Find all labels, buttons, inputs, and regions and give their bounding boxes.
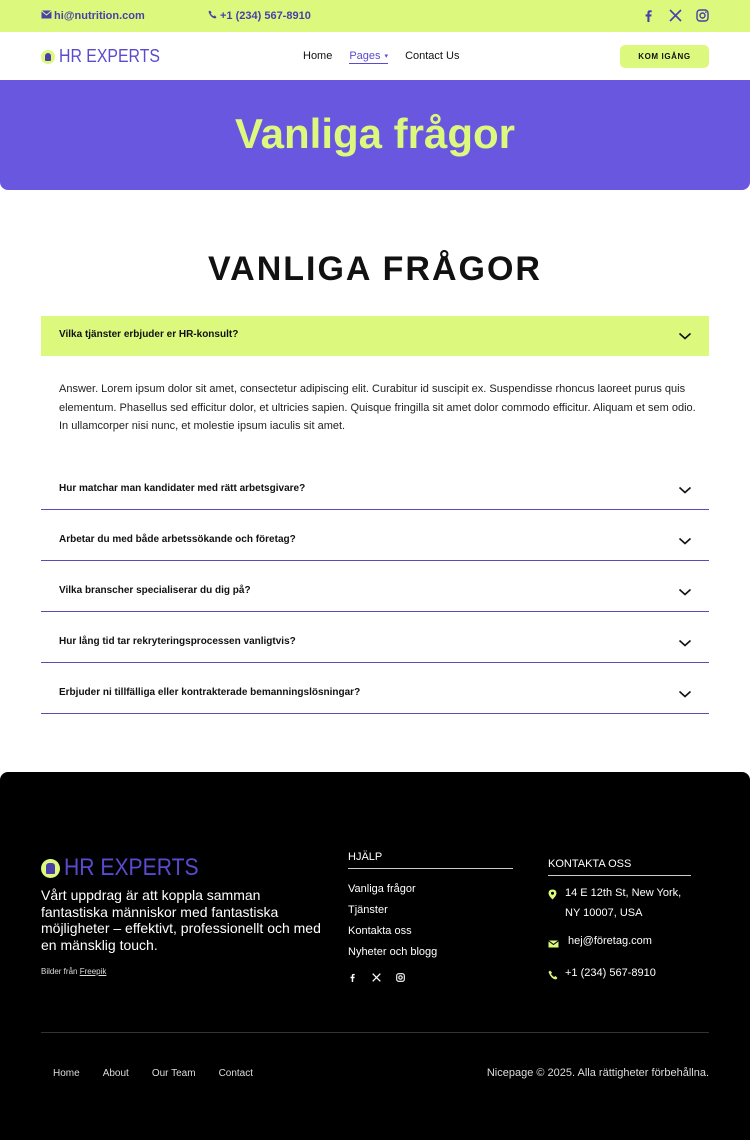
chevron-down-icon xyxy=(678,483,692,495)
nav-links xyxy=(303,50,459,64)
instagram-icon[interactable] xyxy=(396,969,405,978)
mail-icon xyxy=(41,10,52,22)
logo-mark-icon xyxy=(41,859,60,878)
topbar-phone-text: +1 (234) 567-8910 xyxy=(220,10,311,22)
faq-question: Hur lång tid tar rekryteringsprocessen vanligtvis? xyxy=(59,636,296,647)
copyright-text: Nicepage © 2025. Alla rättigheter förbehållna. xyxy=(486,1067,709,1079)
brand-logo[interactable] xyxy=(41,46,174,67)
logo-mark-icon xyxy=(41,50,55,64)
chevron-down-icon: ▾ xyxy=(384,53,389,60)
faq-question: Arbetar du med både arbetssökande och företag? xyxy=(59,534,296,545)
x-icon[interactable] xyxy=(372,969,381,978)
faq-heading: VANLIGA FRÅGOR xyxy=(208,250,542,288)
hero-title: Vanliga frågor xyxy=(234,110,516,157)
contact-column-title: KONTAKTA OSS xyxy=(548,858,691,876)
topbar-phone-link[interactable] xyxy=(208,10,311,22)
help-link-contact[interactable]: Kontakta oss xyxy=(348,925,412,937)
faq-answer: Answer. Lorem ipsum dolor sit amet, consectetur adipiscing elit. Curabitur id suscipit ex. Suspendisse rhoncus laoreet purus quis elementum. Phasellus sed efficitur dolor, et ultricies sapien. Quisque fringilla sit amet dolor commodo efficitur. Aliquam et sem odio. In ullamcorper nisi nunc, et molestie ipsum iaculis sit amet. xyxy=(59,383,696,432)
chevron-down-icon xyxy=(678,585,692,597)
topbar-email-text: hi@nutrition.com xyxy=(54,10,145,22)
help-link-faq[interactable]: Vanliga frågor xyxy=(348,883,416,895)
faq-question: Hur matchar man kandidater med rätt arbetsgivare? xyxy=(59,483,306,494)
faq-question: Vilka tjänster erbjuder er HR-konsult? xyxy=(59,329,239,340)
facebook-icon[interactable] xyxy=(348,969,357,978)
phone-icon xyxy=(548,963,565,987)
faq-item-5[interactable] xyxy=(41,623,709,663)
x-icon[interactable] xyxy=(669,9,682,22)
footer-email-text: hej@företag.com xyxy=(568,935,652,947)
facebook-icon[interactable] xyxy=(642,9,655,22)
chevron-down-icon xyxy=(678,636,692,648)
footer-credit xyxy=(41,967,106,976)
footer-social-links xyxy=(348,969,405,978)
faq-item-2[interactable] xyxy=(41,470,709,510)
mail-icon xyxy=(548,931,568,955)
topbar-email-link[interactable] xyxy=(41,10,145,22)
footer-bottom-links xyxy=(53,1068,253,1079)
nav-link-contact[interactable]: Contact Us xyxy=(405,50,460,62)
footer-brand-name: HR EXPERTS xyxy=(64,854,199,881)
help-link-news[interactable]: Nyheter och blogg xyxy=(348,946,438,958)
chevron-down-icon xyxy=(678,687,692,699)
footer-phone[interactable] xyxy=(548,963,656,987)
address-text: 14 E 12th St, New York, NY 10007, USA xyxy=(565,887,682,919)
footer-mission: Vårt uppdrag är att koppla samman fantastiska människor med fantastiska möjligheter – effektivt, professionellt och med en mänsklig touch. xyxy=(41,887,321,953)
get-started-button[interactable]: KOM IGÅNG xyxy=(620,45,709,68)
credit-prefix: Bilder från xyxy=(41,967,78,976)
faq-item-6[interactable] xyxy=(41,674,709,714)
topbar-social-links xyxy=(642,9,709,22)
footer-brand-logo[interactable] xyxy=(41,854,217,882)
nav-link-home[interactable]: Home xyxy=(303,50,333,62)
faq-item-4[interactable] xyxy=(41,572,709,612)
faq-question: Erbjuder ni tillfälliga eller kontrakterade bemanningslösningar? xyxy=(59,687,361,698)
instagram-icon[interactable] xyxy=(696,9,709,22)
footer-phone-text: +1 (234) 567-8910 xyxy=(565,967,656,979)
faq-question: Vilka branscher specialiserar du dig på? xyxy=(59,585,251,596)
faq-item-3[interactable] xyxy=(41,521,709,561)
top-bar xyxy=(0,0,750,32)
footer-link-about[interactable]: About xyxy=(102,1068,129,1079)
footer-link-contact[interactable]: Contact xyxy=(218,1068,254,1079)
faq-item-1[interactable] xyxy=(41,316,709,356)
brand-name: HR EXPERTS xyxy=(59,46,160,66)
chevron-down-icon xyxy=(678,534,692,546)
footer-link-team[interactable]: Our Team xyxy=(151,1068,196,1079)
location-pin-icon xyxy=(548,883,565,923)
nav-link-pages-label: Pages xyxy=(349,50,381,62)
help-column-title: HJÄLP xyxy=(348,851,513,869)
chevron-down-icon xyxy=(678,329,692,341)
site-footer xyxy=(0,772,750,1140)
hero-banner xyxy=(0,80,750,190)
main-navigation xyxy=(0,32,750,80)
footer-address xyxy=(548,883,698,923)
footer-email[interactable] xyxy=(548,931,652,955)
nav-link-pages[interactable] xyxy=(349,50,388,64)
phone-icon xyxy=(208,10,217,22)
footer-divider xyxy=(41,1032,709,1033)
freepik-link[interactable]: Freepik xyxy=(79,967,107,976)
help-link-services[interactable]: Tjänster xyxy=(348,904,388,916)
footer-link-home[interactable]: Home xyxy=(53,1068,80,1079)
help-links xyxy=(348,879,437,963)
